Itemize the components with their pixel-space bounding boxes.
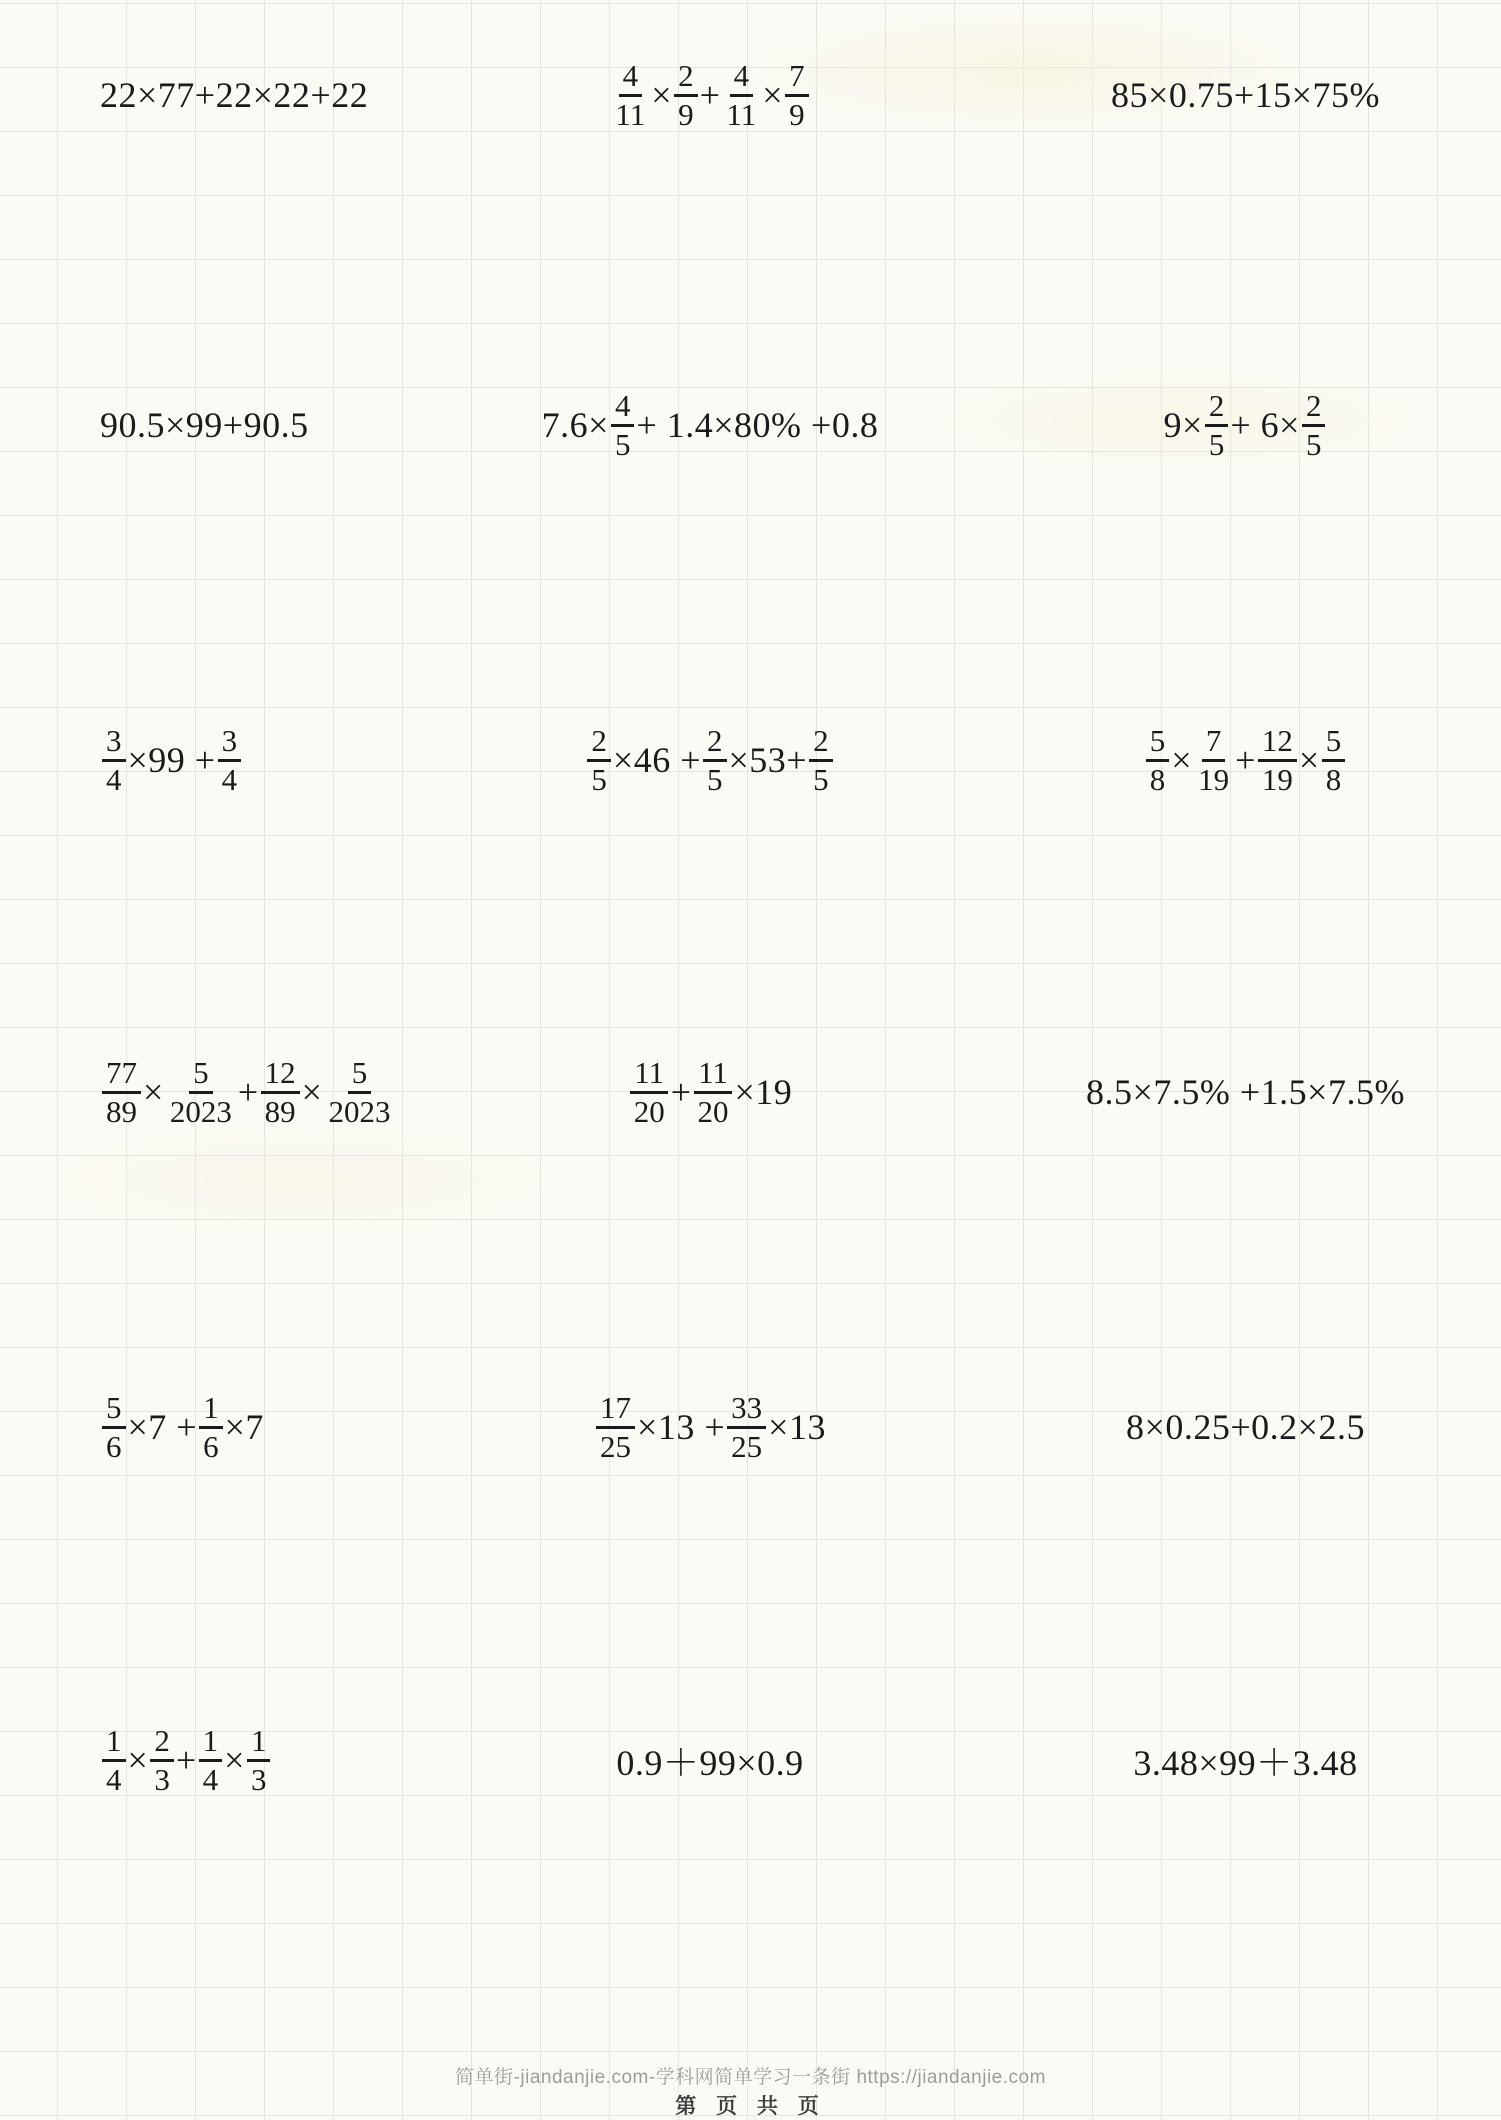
- fraction-numerator: 33: [727, 1391, 766, 1428]
- fraction-numerator: 2: [703, 724, 727, 761]
- fraction-denominator: 5: [707, 761, 723, 797]
- fraction-numerator: 4: [730, 59, 754, 96]
- fraction-denominator: 5: [1208, 426, 1225, 462]
- expression-text: 9×: [1163, 405, 1203, 445]
- fraction: [1194, 724, 1233, 796]
- fraction: [809, 724, 833, 796]
- expression-text: ×: [127, 1740, 149, 1780]
- fraction-denominator: 5: [813, 761, 829, 797]
- fraction: [1322, 724, 1346, 796]
- problem-expression: [0, 1056, 430, 1128]
- fraction-numerator: 3: [218, 724, 242, 761]
- fraction-denominator: 6: [106, 1428, 122, 1464]
- expression-text: 85×0.75+15×75%: [1111, 75, 1380, 115]
- fraction-denominator: 6: [203, 1428, 219, 1464]
- fraction-numerator: 11: [694, 1056, 732, 1093]
- fraction: [218, 724, 242, 796]
- fraction-numerator: 7: [1202, 724, 1226, 761]
- expression-text: ×53+: [728, 740, 808, 780]
- problem-expression: [430, 59, 990, 131]
- fraction-denominator: 3: [250, 1761, 267, 1797]
- expression-text: +: [699, 75, 721, 115]
- fraction: [199, 1391, 223, 1463]
- fraction-numerator: 2: [150, 1724, 174, 1761]
- fraction-denominator: 11: [726, 96, 757, 132]
- fraction-denominator: 2023: [169, 1093, 232, 1129]
- fraction-numerator: 4: [619, 59, 643, 96]
- fraction: [722, 59, 760, 131]
- expression-text: 8.5×7.5% +1.5×7.5%: [1086, 1072, 1405, 1112]
- problem-expression: [990, 1735, 1501, 1786]
- fraction-numerator: 5: [102, 1391, 126, 1428]
- fraction-numerator: 2: [809, 724, 833, 761]
- expression-text: ×13: [768, 1407, 826, 1447]
- problem-expression: [990, 74, 1501, 116]
- problem-expression: [990, 389, 1501, 461]
- fraction: [727, 1391, 766, 1463]
- fraction: [102, 1391, 126, 1463]
- expression-text: ×: [1298, 740, 1320, 780]
- expression-text: +: [175, 1740, 197, 1780]
- expression-text: ×: [1171, 740, 1193, 780]
- fraction: [1205, 389, 1229, 461]
- problem-expression: [430, 1735, 990, 1786]
- fraction: [694, 1056, 733, 1128]
- fraction-denominator: 9: [678, 96, 694, 132]
- expression-text: ×7 +: [127, 1407, 198, 1447]
- fraction: [102, 1724, 126, 1796]
- fraction-numerator: 12: [261, 1056, 300, 1093]
- fraction-numerator: 5: [1146, 724, 1170, 761]
- problem-row: [0, 1347, 1501, 1507]
- expression-text: 8×0.25+0.2×2.5: [1126, 1407, 1365, 1447]
- footer-page-label: 第 页 共 页: [675, 2095, 826, 2118]
- fraction-numerator: 4: [611, 389, 635, 426]
- fraction-denominator: 8: [1149, 761, 1166, 797]
- fraction-denominator: 11: [615, 96, 646, 132]
- expression-text: ×7: [224, 1407, 264, 1447]
- fraction-denominator: 9: [789, 96, 805, 132]
- expression-text: ×13 +: [637, 1407, 726, 1447]
- problem-row: [0, 1680, 1501, 1840]
- fraction: [324, 1056, 394, 1128]
- problem-expression: [990, 1071, 1501, 1113]
- fraction: [247, 1724, 271, 1796]
- problem-expression: [0, 404, 430, 446]
- expression-text: ×: [651, 75, 673, 115]
- fraction-denominator: 5: [1305, 426, 1322, 462]
- fraction: [596, 1391, 635, 1463]
- fraction-denominator: 20: [633, 1093, 665, 1129]
- fraction-numerator: 1: [199, 1724, 223, 1761]
- fraction-denominator: 2023: [328, 1093, 391, 1129]
- expression-text: +: [670, 1072, 692, 1112]
- fraction: [166, 1056, 236, 1128]
- expression-text: ×99 +: [127, 740, 216, 780]
- fraction-numerator: 7: [785, 59, 809, 96]
- problem-expression: [430, 1391, 990, 1463]
- fraction-denominator: 8: [1325, 761, 1342, 797]
- fraction: [1258, 724, 1297, 796]
- fraction-denominator: 4: [106, 1761, 122, 1797]
- expression-text: ×: [762, 75, 784, 115]
- problem-expression: [430, 1056, 990, 1128]
- problem-expression: [0, 1724, 430, 1796]
- fraction: [150, 1724, 174, 1796]
- fraction-denominator: 19: [1261, 761, 1293, 797]
- problem-expression: [430, 389, 990, 461]
- footer-watermark: 简单街-jiandanjie.com-学科网简单学习一条街 https://jiandanjie.com: [455, 2067, 1046, 2088]
- fraction-numerator: 1: [199, 1391, 223, 1428]
- fraction-denominator: 4: [202, 1761, 219, 1797]
- fraction-denominator: 4: [106, 761, 122, 797]
- problem-row: [0, 345, 1501, 505]
- problem-row: [0, 680, 1501, 840]
- expression-text: + 6×: [1230, 405, 1300, 445]
- fraction-numerator: 2: [587, 724, 611, 761]
- fraction: [630, 1056, 669, 1128]
- expression-text: ×: [143, 1072, 164, 1112]
- fraction: [1302, 389, 1326, 461]
- fraction-numerator: 3: [102, 724, 126, 761]
- expression-text: ×19: [734, 1072, 793, 1112]
- problem-expression: [990, 1406, 1501, 1448]
- fraction-numerator: 17: [596, 1391, 635, 1428]
- fraction-denominator: 25: [600, 1428, 632, 1464]
- fraction-denominator: 89: [106, 1093, 137, 1129]
- expression-text: +: [237, 1072, 259, 1112]
- fraction-numerator: 5: [189, 1056, 213, 1093]
- fraction-denominator: 5: [591, 761, 607, 797]
- fraction: [199, 1724, 223, 1796]
- problem-expression: [990, 724, 1501, 796]
- fraction-denominator: 3: [154, 1761, 170, 1797]
- fraction-denominator: 89: [264, 1093, 296, 1129]
- fraction: [102, 724, 126, 796]
- fraction-numerator: 5: [348, 1056, 372, 1093]
- fraction-numerator: 77: [102, 1056, 141, 1093]
- expression-text: 3.48×99＋3.48: [1133, 1742, 1358, 1783]
- fraction: [611, 389, 635, 461]
- fraction-denominator: 20: [697, 1093, 729, 1129]
- fraction: [102, 1056, 141, 1128]
- fraction-denominator: 5: [614, 426, 631, 462]
- fraction: [703, 724, 727, 796]
- problem-expression: [0, 74, 430, 116]
- fraction: [785, 59, 809, 131]
- expression-text: + 1.4×80% +0.8: [636, 405, 879, 445]
- expression-text: 90.5×99+90.5: [100, 405, 309, 445]
- expression-text: ×46 +: [612, 740, 701, 780]
- expression-text: 22×77+22×22+22: [100, 75, 369, 115]
- expression-text: ×: [301, 1072, 323, 1112]
- expression-text: ×: [224, 1740, 245, 1780]
- fraction: [587, 724, 611, 796]
- problem-expression: [0, 724, 430, 796]
- fraction-denominator: 19: [1198, 761, 1230, 797]
- problem-row: [0, 1012, 1501, 1172]
- problem-expression: [0, 1391, 430, 1463]
- fraction-numerator: 5: [1322, 724, 1346, 761]
- expression-text: +: [1235, 740, 1256, 780]
- fraction-denominator: 25: [731, 1428, 763, 1464]
- fraction: [1146, 724, 1170, 796]
- fraction-numerator: 12: [1258, 724, 1297, 761]
- expression-text: 0.9＋99×0.9: [616, 1742, 804, 1783]
- fraction-numerator: 2: [674, 59, 698, 96]
- fraction: [611, 59, 649, 131]
- expression-text: 7.6×: [541, 405, 609, 445]
- fraction-numerator: 1: [102, 1724, 126, 1761]
- fraction-numerator: 2: [1205, 389, 1229, 426]
- fraction: [674, 59, 698, 131]
- problem-expression: [430, 724, 990, 796]
- problem-row: [0, 15, 1501, 175]
- fraction-numerator: 11: [630, 1056, 668, 1093]
- fraction-denominator: 4: [221, 761, 238, 797]
- fraction-numerator: 2: [1302, 389, 1326, 426]
- fraction: [261, 1056, 300, 1128]
- fraction-numerator: 1: [247, 1724, 271, 1761]
